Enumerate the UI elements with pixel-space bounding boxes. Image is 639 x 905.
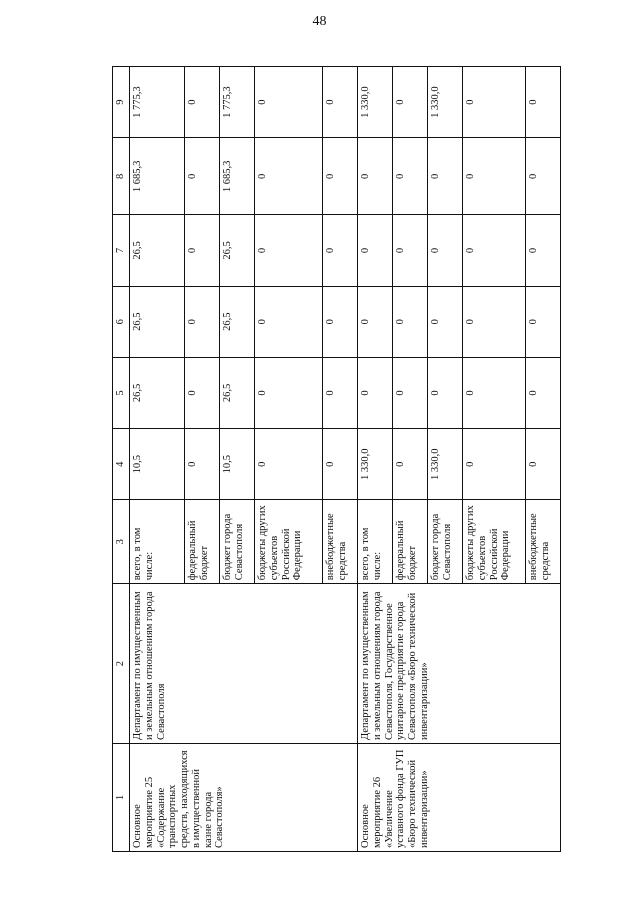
column-header: 8 [113,138,130,215]
funding-source-cell: бюджеты других субъектов Российской Федерации [463,500,526,584]
value-cell: 0 [185,138,220,215]
value-cell: 0 [393,67,428,138]
value-cell: 0 [526,429,561,500]
funding-source-cell: бюджет города Севастополя [220,500,255,584]
value-cell: 0 [185,286,220,357]
header-row [113,67,130,852]
value-cell: 0 [463,215,526,286]
value-cell: 26,5 [220,215,255,286]
value-cell: 0 [428,286,463,357]
funding-source-cell: бюджеты других субъектов Российской Федерации [255,500,323,584]
value-cell: 0 [185,67,220,138]
value-cell: 0 [393,286,428,357]
value-cell: 0 [463,138,526,215]
value-cell: 26,5 [220,357,255,428]
funding-source-cell: федеральный бюджет [185,500,220,584]
column-header: 6 [113,286,130,357]
value-cell: 0 [428,215,463,286]
executor-cell: Департамент по имущественным и земельным отношениям города Севастополя [130,584,358,744]
value-cell: 0 [323,215,358,286]
value-cell: 0 [185,357,220,428]
value-cell: 0 [526,357,561,428]
value-cell: 0 [185,429,220,500]
value-cell: 0 [393,215,428,286]
value-cell: 0 [526,215,561,286]
value-cell: 26,5 [130,286,185,357]
value-cell: 0 [358,357,393,428]
table-row [130,67,185,852]
funding-source-cell: всего, в том числе: [358,500,393,584]
value-cell: 0 [323,357,358,428]
value-cell: 26,5 [130,357,185,428]
value-cell: 0 [255,429,323,500]
value-cell: 0 [255,138,323,215]
value-cell: 1 330,0 [428,429,463,500]
value-cell: 1 685,3 [130,138,185,215]
funding-source-cell: внебюджетные средства [526,500,561,584]
value-cell: 1 685,3 [220,138,255,215]
value-cell: 10,5 [220,429,255,500]
rotated-table-container [112,66,553,852]
funding-source-cell: внебюджетные средства [323,500,358,584]
column-header: 2 [113,584,130,744]
page-number: 48 [312,14,327,29]
value-cell: 0 [323,67,358,138]
value-cell: 1 330,0 [358,429,393,500]
value-cell: 0 [463,67,526,138]
column-header: 9 [113,67,130,138]
executor-cell: Департамент по имущественным и земельным отношениям города Севастополя, Государственное унитарное предприятие города Севастополя «Бюро технической инвентаризации» [358,584,561,744]
value-cell: 0 [358,215,393,286]
funding-source-cell: федеральный бюджет [393,500,428,584]
value-cell: 0 [323,286,358,357]
value-cell: 0 [526,286,561,357]
column-header: 5 [113,357,130,428]
value-cell: 0 [358,138,393,215]
funding-source-cell: бюджет города Севастополя [428,500,463,584]
value-cell: 0 [463,429,526,500]
value-cell: 0 [393,357,428,428]
column-header: 1 [113,743,130,851]
value-cell: 1 330,0 [428,67,463,138]
budget-table [112,66,561,852]
value-cell: 0 [526,138,561,215]
value-cell: 0 [323,429,358,500]
value-cell: 0 [428,357,463,428]
value-cell: 0 [255,67,323,138]
measure-name-cell: Основное мероприятие 26 «Увеличение уставного фонда ГУП «Бюро технической инвентаризации» [358,743,561,851]
value-cell: 0 [323,138,358,215]
value-cell: 26,5 [130,215,185,286]
value-cell: 1 330,0 [358,67,393,138]
value-cell: 26,5 [220,286,255,357]
column-header: 3 [113,500,130,584]
value-cell: 0 [255,215,323,286]
value-cell: 1 775,3 [130,67,185,138]
value-cell: 0 [185,215,220,286]
value-cell: 10,5 [130,429,185,500]
value-cell: 0 [393,138,428,215]
column-header: 7 [113,215,130,286]
value-cell: 0 [255,286,323,357]
value-cell: 1 775,3 [220,67,255,138]
value-cell: 0 [463,286,526,357]
value-cell: 0 [255,357,323,428]
value-cell: 0 [463,357,526,428]
funding-source-cell: всего, в том числе: [130,500,185,584]
measure-name-cell: Основное мероприятие 25 «Содержание транспортных средств, находящихся в имущественной казне города Севастополя» [130,743,358,851]
value-cell: 0 [393,429,428,500]
value-cell: 0 [358,286,393,357]
column-header: 4 [113,429,130,500]
value-cell: 0 [428,138,463,215]
value-cell: 0 [526,67,561,138]
table-row [358,67,393,852]
